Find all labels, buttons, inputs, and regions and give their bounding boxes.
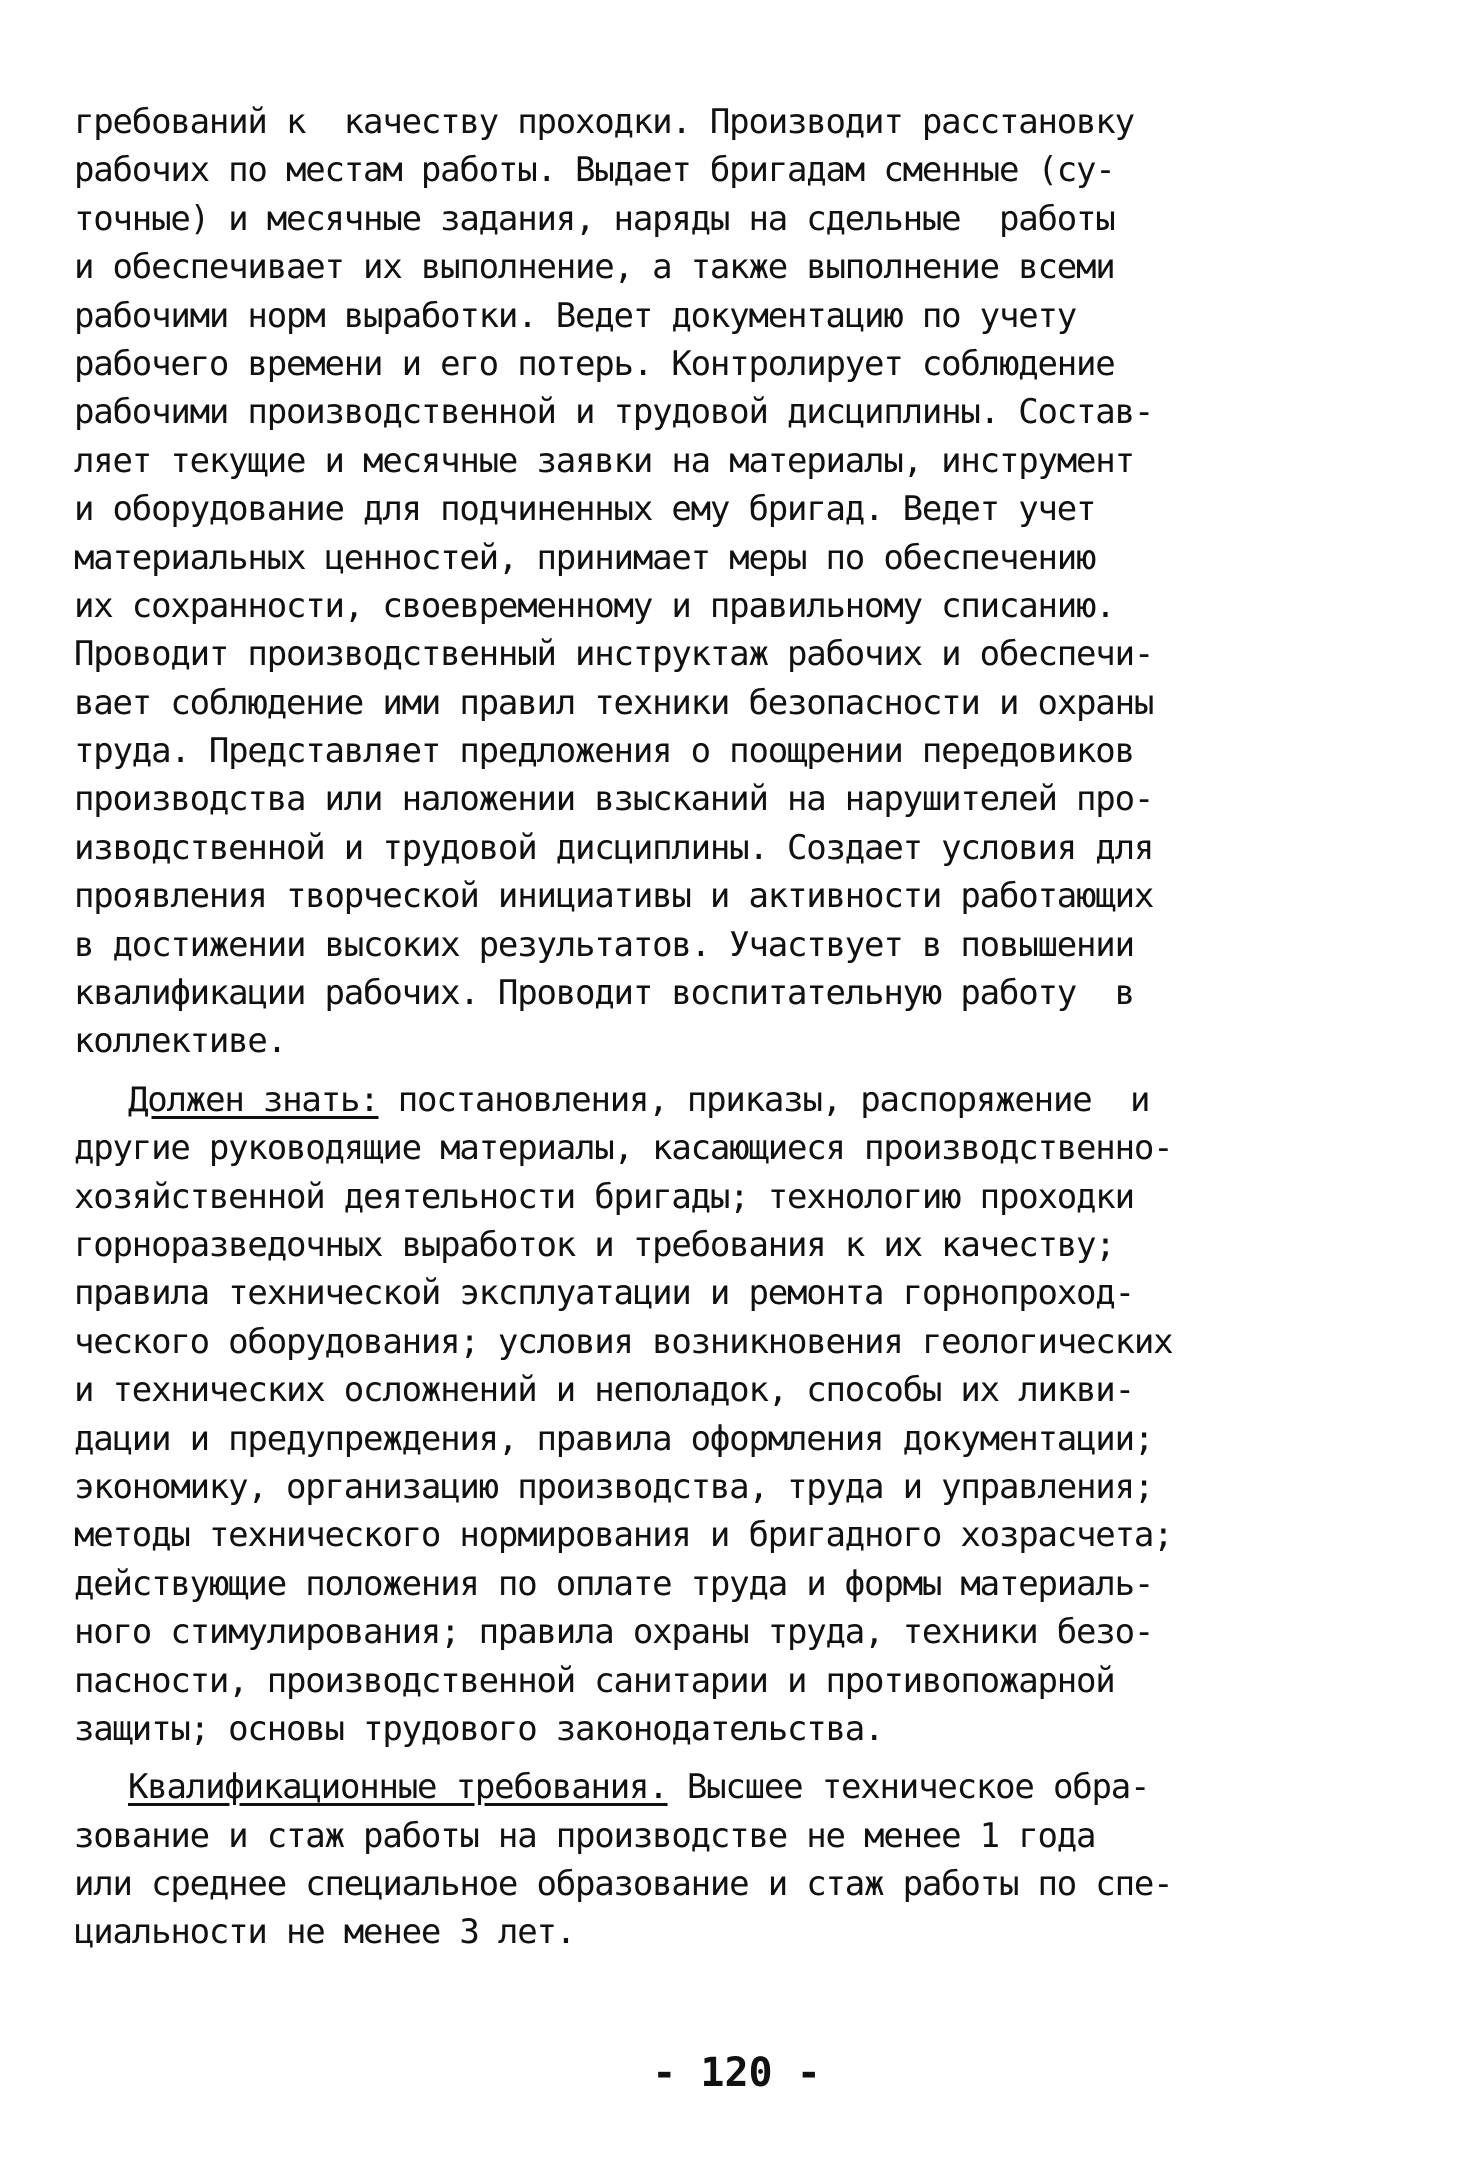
text-line: действующие положения по оплате труда и формы материаль- — [74, 1563, 1154, 1604]
text-line: циальности не менее 3 лет. — [74, 1912, 576, 1953]
qualification-first-line-text: Высшее техническое обра- — [667, 1767, 1150, 1808]
text-line: или среднее специальное образование и стаж работы по спе- — [74, 1864, 1173, 1905]
text-line: экономику, организацию производства, труда и управления; — [74, 1466, 1154, 1507]
document-text — [74, 98, 1414, 1957]
text-line: правила технической эксплуатации и ремонта горнопроход- — [74, 1273, 1134, 1314]
text-line: другие руководящие материалы, касающиеся производственно- — [74, 1128, 1173, 1169]
text-line: гребований к качеству проходки. Производит расстановку — [74, 102, 1134, 142]
must-know-heading: Должен знать: — [128, 1079, 379, 1120]
text-line: дации и предупреждения, правила оформления документации; — [74, 1418, 1154, 1459]
paragraph-qualification — [74, 1763, 1414, 1957]
text-line: и оборудование для подчиненных ему бригад. Ведет учет — [74, 489, 1096, 530]
text-line: в достижении высоких результатов. Участвует в повышении — [74, 924, 1134, 965]
text-line: зование и стаж работы на производстве не менее 1 года — [74, 1815, 1096, 1856]
page-number: - 120 - — [652, 2050, 821, 2096]
qualification-first-line — [74, 1763, 1414, 1811]
paragraph-duties — [74, 98, 1414, 1066]
text-line: изводственной и трудовой дисциплины. Создает условия для — [74, 827, 1154, 868]
text-line: пасности, производственной санитарии и противопожарной — [74, 1660, 1115, 1701]
paragraph-must-know — [74, 1076, 1414, 1753]
must-know-first-line — [74, 1076, 1414, 1124]
text-line: их сохранности, своевременному и правильному списанию. — [74, 585, 1115, 626]
text-line: вает соблюдение ими правил техники безопасности и охраны — [74, 682, 1154, 723]
text-line: ного стимулирования; правила охраны труда, техники безо- — [74, 1612, 1154, 1653]
text-line: материальных ценностей, принимает меры по обеспечению — [74, 537, 1096, 578]
text-line: рабочими производственной и трудовой дисциплины. Состав- — [74, 392, 1154, 433]
qualification-heading: Квалификационные требования. — [128, 1767, 668, 1808]
text-line: Проводит производственный инструктаж рабочих и обеспечи- — [74, 634, 1154, 675]
text-line: ческого оборудования; условия возникновения геологических — [74, 1321, 1173, 1362]
text-line: методы технического нормирования и бригадного хозрасчета; — [74, 1515, 1173, 1556]
text-line: горноразведочных выработок и требования к их качеству; — [74, 1224, 1115, 1265]
must-know-first-line-text: постановления, приказы, распоряжение и — [378, 1079, 1150, 1120]
text-line: хозяйственной деятельности бригады; технологию проходки — [74, 1176, 1134, 1217]
text-line: рабочего времени и его потерь. Контролирует соблюдение — [74, 343, 1115, 384]
text-line: и обеспечивает их выполнение, а также выполнение всеми — [74, 247, 1115, 288]
text-line: производства или наложении взысканий на нарушителей про- — [74, 779, 1154, 820]
text-line: точные) и месячные задания, наряды на сдельные работы — [74, 198, 1115, 239]
text-line: и технических осложнений и неполадок, способы их ликви- — [74, 1370, 1134, 1411]
text-line: труда. Представляет предложения о поощрении передовиков — [74, 731, 1134, 772]
text-line: проявления творческой инициативы и активности работающих — [74, 876, 1154, 917]
text-line: защиты; основы трудового законодательства. — [74, 1708, 884, 1749]
text-line: квалификации рабочих. Проводит воспитательную работу в — [74, 973, 1134, 1014]
text-line: рабочими норм выработки. Ведет документацию по учету — [74, 295, 1077, 336]
text-line: ляет текущие и месячные заявки на материалы, инструмент — [74, 440, 1134, 481]
text-line: рабочих по местам работы. Выдает бригадам сменные (су- — [74, 150, 1115, 191]
text-line: коллективе. — [74, 1021, 286, 1062]
